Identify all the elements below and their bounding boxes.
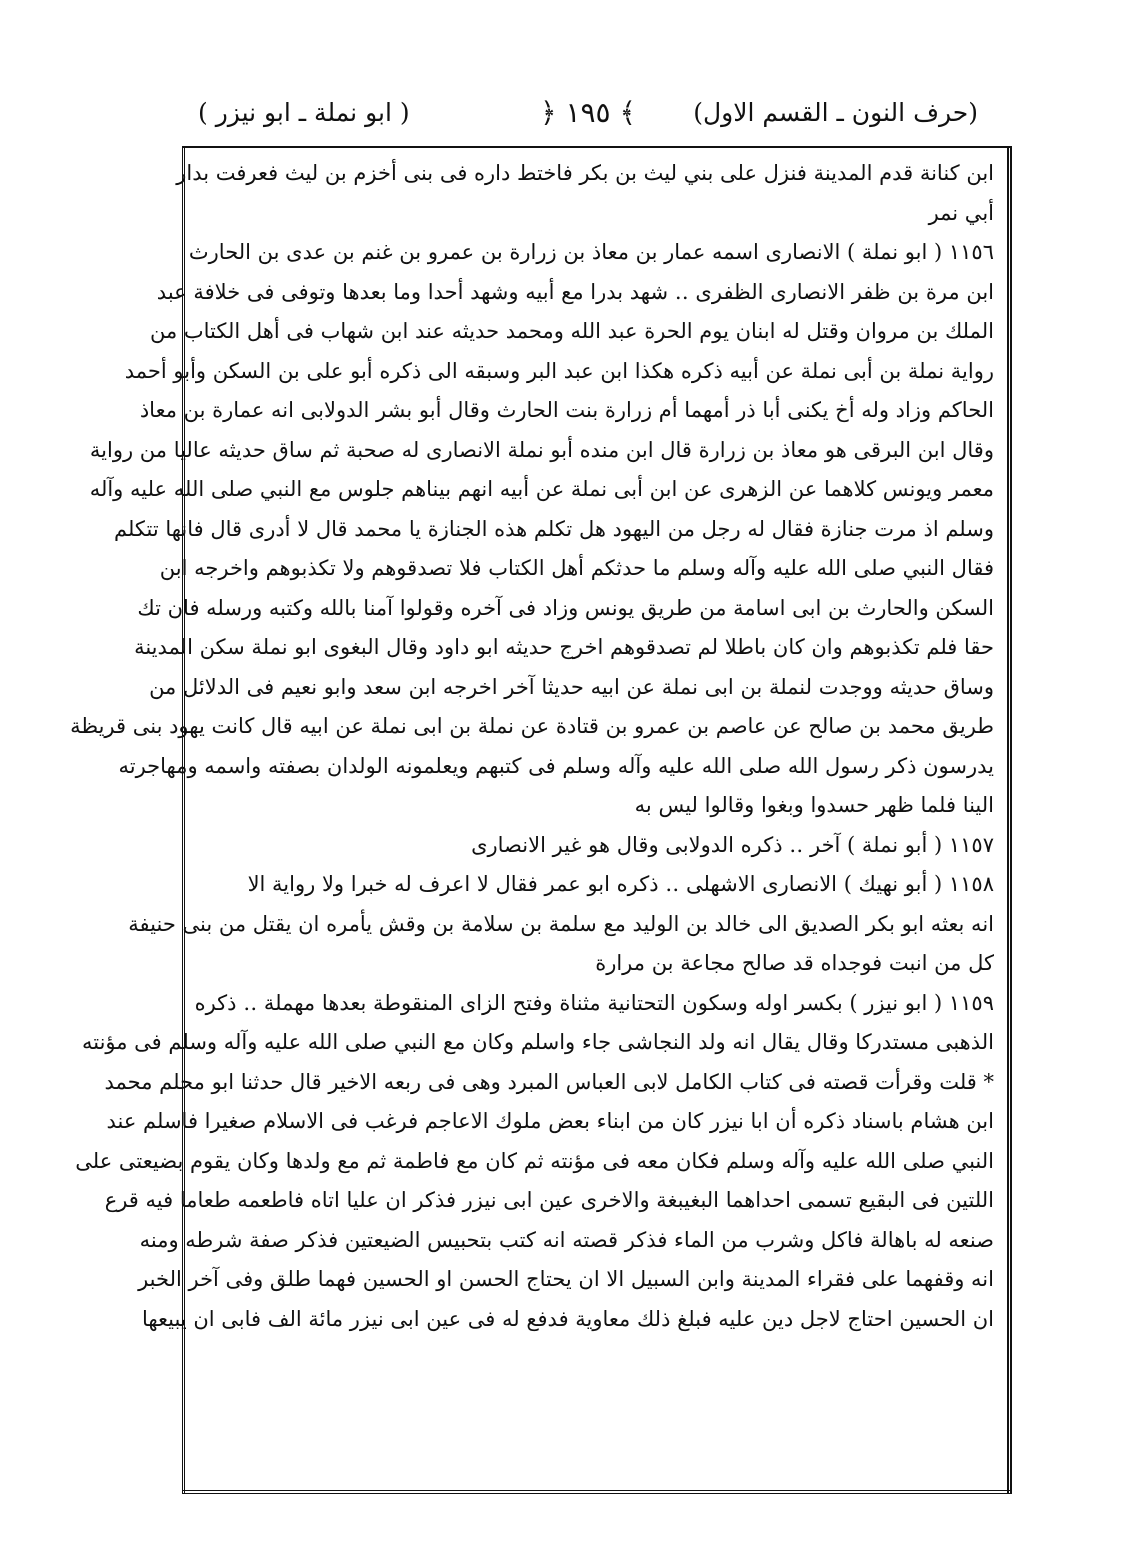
text-line: ان الحسين احتاج لاجل دين عليه فبلغ ذلك معاوية فدفع له فى عين ابى نيزر مائة الف فابى ان يبيعها — [141, 1306, 994, 1331]
text-line: كل من انبت فوجداه قد صالح مجاعة بن مرارة — [595, 951, 994, 975]
text-line: انه بعثه ابو بكر الصديق الى خالد بن الوليد مع سلمة بن سلامة بن وقش يأمره ان يقتل من بنى حنيفة — [128, 911, 994, 936]
text-line — [196, 1339, 994, 1379]
text-line: الذهبى مستدركا وقال يقال انه ولد النجاشى جاء واسلم وكان مع النبي صلى الله عليه وآله وسلم فى مؤنته — [81, 1030, 994, 1054]
text-line: الينا فلما ظهر حسدوا وبغوا وقالوا ليس به — [634, 793, 994, 817]
text-line: معمر ويونس كلاهما عن الزهرى عن ابن أبى نملة عن أبيه انهم بيناهم جلوس مع النبي صلى الله عليه وآله — [89, 477, 994, 501]
text-line: الحاكم وزاد وله أخ يكنى أبا ذر أمهما أم زرارة بنت الحارث وقال أبو بشر الدولابى انه عمارة بن معاذ — [139, 398, 994, 422]
text-line: ابن كنانة قدم المدينة فنزل على بني ليث بن بكر فاختط داره فى بنى أخزم بن ليث فعرفت بدار — [176, 161, 994, 185]
text-line: ١١٥٩ ( ابو نيزر ) بكسر اوله وسكون التحتانية مثناة وفتح الزاى المنقوطة بعدها مهملة ‥ ذكره — [194, 990, 994, 1015]
text-line: ١١٥٧ ( أبو نملة ) آخر ‥ ذكره الدولابى وقال هو غير الانصارى — [471, 832, 994, 857]
text-line: الملك بن مروان وقتل له ابنان يوم الحرة عبد الله ومحمد حديثه عند ابن شهاب فى أهل الكتاب من — [149, 319, 994, 343]
text-line: ١١٥٦ ( ابو نملة ) الانصارى اسمه عمار بن معاذ بن زرارة بن عمرو بن غنم بن عدى بن الحارث — [188, 240, 994, 264]
text-line: وقال ابن البرقى هو معاذ بن زرارة قال ابن منده أبو نملة الانصارى له صحبة ثم ساق حديثه عاليا من رواية — [89, 437, 994, 462]
text-line: ١١٥٨ ( أبو نهيك ) الانصارى الاشهلى ‥ ذكره ابو عمر فقال لا اعرف له خبرا ولا رواية الا — [247, 872, 994, 896]
text-line: رواية نملة بن أبى نملة عن أبيه ذكره هكذا ابن عبد البر وسبقه الى ذكره أبو على بن السكن وأبو أحمد — [124, 358, 994, 383]
text-line: طريق محمد بن صالح عن عاصم بن عمرو بن قتادة عن نملة بن ابى نملة عن ابيه قال كانت يهود بنى قريظة — [70, 714, 994, 738]
text-line: فقال النبي صلى الله عليه وآله وسلم ما حدثكم أهل الكتاب فلا تصدقوهم ولا تكذبوهم واخرجه ابن — [159, 556, 994, 580]
text-line: حقا فلم تكذبوهم وان كان باطلا لم تصدقوهم اخرج حديثه ابو داود وقال البغوى ابو نملة سكن المدينة — [134, 635, 994, 659]
text-line: ابن مرة بن ظفر الانصارى الظفرى ‥ شهد بدرا مع أبيه وشهد أحدا وما بعدها وتوفى فى خلافة عبد — [156, 279, 994, 304]
bottom-rule — [182, 1490, 1012, 1494]
text-line: وساق حديثه ووجدت لنملة بن ابى نملة عن ابيه حديثا آخر اخرجه ابن سعد وابو نعيم فى الدلائل من — [149, 674, 994, 699]
page-header — [198, 98, 978, 142]
entry-range: ( ابو نملة ـ ابو نيزر ) — [198, 98, 410, 127]
text-line: يدرسون ذكر رسول الله صلى الله عليه وآله وسلم فى كتبهم ويعلمونه الولدان بصفته واسمه ومهاجرته — [118, 753, 994, 778]
page-number: ﴿ ١٩٥ ﴾ — [540, 96, 636, 129]
body-text — [70, 154, 994, 1418]
text-line: السكن والحارث بن ابى اسامة من طريق يونس وزاد فى آخره وقولوا آمنا بالله وكتبه ورسله فان تك — [137, 595, 994, 620]
text-line — [196, 1379, 994, 1419]
text-line: صنعه له باهالة فاكل وشرب من الماء فذكر قصته انه كتب بتحبيس الضيعتين فذكر صفة شرطه ومنه — [139, 1227, 994, 1252]
text-line: انه وقفهما على فقراء المدينة وابن السبيل الا ان يحتاج الحسن او الحسين فهما طلق وفى آخر الخبر — [138, 1267, 994, 1291]
top-rule — [182, 146, 1012, 148]
text-line: النبي صلى الله عليه وآله وسلم فكان معه فى مؤنته ثم كان مع فاطمة ثم مع ولدها وكان يقوم بضيعتى على — [75, 1148, 994, 1173]
text-line: * قلت وقرأت قصته فى كتاب الكامل لابى العباس المبرد وهى فى ربعه الاخير قال حدثنا ابو محلم محمد — [104, 1069, 994, 1094]
text-line: أبي نمر — [928, 200, 994, 225]
text-line: ابن هشام باسناد ذكره أن ابا نيزر كان من ابناء بعض ملوك الاعاجم فرغب فى الاسلام صغيرا فاسلم عند — [106, 1109, 994, 1133]
chapter-title: (حرف النون ـ القسم الاول) — [693, 98, 978, 127]
right-border — [1007, 146, 1012, 1494]
text-line: اللتين فى البقيع تسمى احداهما البغيبغة والاخرى عين ابى نيزر فذكر ان عليا اتاه فاطعمه طعاما فيه قرع — [104, 1188, 994, 1212]
text-line: وسلم اذ مرت جنازة فقال له رجل من اليهود هل تكلم هذه الجنازة يا محمد قال لا أدرى قال فانها تتكلم — [113, 516, 994, 541]
